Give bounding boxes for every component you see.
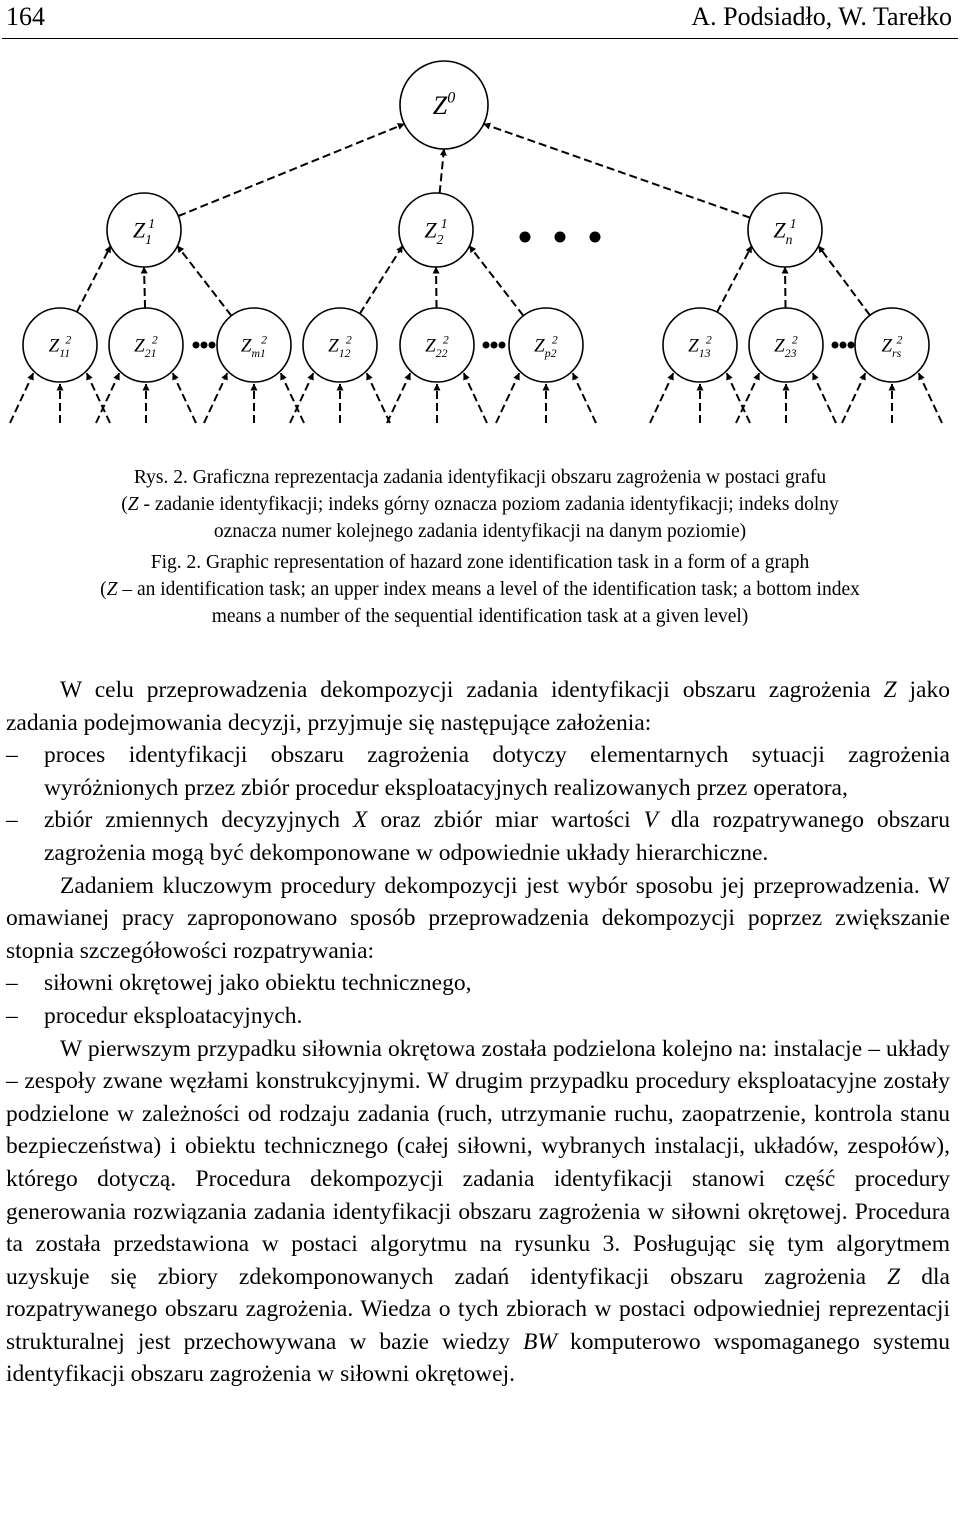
ellipsis-dot (209, 342, 216, 349)
dashed-arrow (464, 373, 487, 423)
node-label: $Z_{13}2$ (688, 333, 712, 360)
dashed-arrow (204, 373, 227, 423)
node-label: $Z_{23}2$ (774, 333, 798, 360)
ellipsis-dot (520, 232, 531, 243)
level1-node (748, 193, 822, 267)
list-item-text: siłowni okrętowej jako obiektu technicznego, (44, 970, 472, 997)
node-circle (509, 308, 583, 382)
dashed-arrow (387, 373, 410, 423)
node-circle (303, 308, 377, 382)
task-tree-diagram (0, 45, 960, 465)
ellipsis-dot (499, 342, 506, 349)
node-label: $Z_{21}2$ (134, 333, 158, 360)
root-node (400, 61, 488, 149)
node-label: $Z_{12}2$ (328, 333, 352, 360)
node-label: $Z_21$ (424, 216, 448, 247)
caption-en-line-3: means a number of the sequential identification task at a given level) (211, 606, 749, 627)
dashed-arrow (177, 246, 231, 316)
ellipsis-dot (555, 232, 566, 243)
dash-bullet: – (6, 970, 18, 997)
level2-node (509, 308, 583, 382)
dash-bullet: – (6, 807, 18, 834)
dashed-arrow (87, 373, 110, 423)
level1-node (107, 193, 181, 267)
level2-node (749, 308, 823, 382)
paragraph-decomposition: W pierwszym przypadku siłownia okrętowa została podzielona kolejno na: instalacje – układy – zespoły zwane węzłami konstrukcyjnymi. W drugim przypadku procedury eksploatacyjne zostały podzielone w zależności od rodzaju zadania (ruch, utrzymanie ruchu, zaopatrzenie, kontrola stanu bezpieczeństwa) i obiektu technicznego (całej siłowni, wybranych instalacji, układów, zespołów), którego dotyczą. Procedura dekompozycji zadania identyfikacji stanowi część procedury generowania rozwiązania zadania identyfikacji obszaru zagrożenia w siłowni okrętowej. Procedura ta została przedstawiona w postaci algorytmu na rysunku 3. Posługując się tym algorytmem uzyskuje się zbiory zdekomponowanych zadań identyfikacji obszaru zagrożenia Z dla rozpatrywanego obszaru zagrożenia. Wiedza o tych zbiorach w postaci odpowiedniej reprezentacji strukturalnej jest przechowywana w bazie wiedzy BW komputerowo wspomaganego systemu identyfikacji obszaru zagrożenia w siłowni okrętowej. (6, 1035, 950, 1388)
node-circle (109, 308, 183, 382)
body-text (6, 674, 950, 1391)
node-label: $Z_n1$ (773, 216, 797, 247)
level2-node (855, 308, 929, 382)
node-label: $Z_{p2}2$ (534, 333, 558, 360)
dashed-arrow (717, 246, 752, 312)
dashed-arrow (919, 373, 942, 423)
level2-node (217, 308, 291, 382)
ellipsis-dot (590, 232, 601, 243)
node-label: $Z_11$ (132, 216, 156, 247)
list-item (6, 739, 950, 804)
dashed-arrow (727, 373, 750, 423)
dashed-arrow (650, 373, 673, 423)
dashed-arrow (360, 246, 403, 314)
dashed-arrow (173, 373, 196, 423)
figure-caption-polish (0, 464, 960, 545)
page-number: 164 (6, 2, 45, 31)
node-circle (23, 308, 97, 382)
node-label: $Z^0$ (432, 89, 456, 121)
list-item (6, 1000, 950, 1033)
running-head: A. Podsiadło, W. Tarełko (691, 2, 952, 31)
level2-node (23, 308, 97, 382)
ellipsis-dot (193, 342, 200, 349)
dashed-arrow (367, 373, 390, 423)
dashed-arrow (573, 373, 596, 423)
node-label: $Z_{22}2$ (425, 333, 449, 360)
node-label: $Z_{11}2$ (48, 333, 72, 360)
caption-pl-line-3: oznacza numer kolejnego zadania identyfikacji na danym poziomie) (213, 521, 747, 542)
ellipsis-dot (491, 342, 498, 349)
ellipsis-dot (848, 342, 855, 349)
dashed-arrow (290, 373, 313, 423)
dashed-arrow (436, 267, 437, 308)
figure-caption-english (0, 549, 960, 630)
diagram-nodes (23, 61, 929, 382)
paragraph-assumptions: W celu przeprowadzenia dekompozycji zadania identyfikacji obszaru zagrożenia Z jako zadania podejmowania decyzji, przyjmuje się następujące założenia: (6, 677, 950, 736)
dashed-arrow (440, 149, 444, 193)
ellipsis-dot (832, 342, 839, 349)
dashed-arrow (785, 267, 786, 308)
dashed-arrow (469, 246, 523, 316)
level2-node (303, 308, 377, 382)
dashed-arrow (484, 124, 750, 218)
list-item (6, 967, 950, 1000)
ellipsis-dot (201, 342, 208, 349)
list-item (6, 804, 950, 869)
dashed-arrow (281, 373, 304, 423)
dashed-arrow (178, 124, 404, 216)
dashed-arrow (144, 267, 145, 308)
page-header (0, 0, 960, 44)
dashed-arrow (96, 373, 119, 423)
header-rule (2, 38, 958, 39)
paragraph-key-task: Zadaniem kluczowym procedury dekompozycji jest wybór sposobu jej przeprowadzenia. W omawianej pracy zaproponowano sposób przeprowadzenia dekompozycji poprzez zwiększanie stopnia szczegółowości rozpatrywania: (6, 872, 950, 964)
list-item-text: zbiór zmiennych decyzyjnych X oraz zbiór miar wartości V dla rozpatrywanego obszaru zagrożenia mogą być dekomponowane w odpowiednie układy hierarchiczne. (44, 807, 950, 866)
dashed-arrow (496, 373, 519, 423)
node-label: $Z_{m1}2$ (240, 333, 268, 360)
dashed-arrow (77, 246, 111, 312)
node-label: $Z_{rs}2$ (881, 333, 903, 360)
node-circle (400, 308, 474, 382)
level2-node (400, 308, 474, 382)
dashed-arrow (842, 373, 865, 423)
caption-pl-line-1: Rys. 2. Graficzna reprezentacja zadania identyfikacji obszaru zagrożenia w postaci grafu (133, 467, 827, 488)
ellipsis-dot (483, 342, 490, 349)
dashed-arrow (818, 246, 870, 315)
dash-bullet: – (6, 1002, 18, 1029)
node-circle (217, 308, 291, 382)
caption-pl-line-2: (Z - zadanie identyfikacji; indeks górny oznacza poziom zadania identyfikacji; indeks dolny (121, 494, 839, 515)
caption-en-line-2: (Z – an identification task; an upper index means a level of the identification task; a bottom index (100, 579, 860, 600)
level1-node (399, 193, 473, 267)
dashed-arrow (10, 373, 33, 423)
list-item-text: proces identyfikacji obszaru zagrożenia dotyczy elementarnych sytuacji zagrożenia wyróżnionych przez zbiór procedur eksploatacyjnych realizowanych przez operatora, (44, 742, 950, 801)
node-circle (663, 308, 737, 382)
level2-node (109, 308, 183, 382)
ellipsis-dot (840, 342, 847, 349)
level2-node (663, 308, 737, 382)
list-item-text: procedur eksploatacyjnych. (44, 1002, 303, 1029)
dashed-arrow (736, 373, 759, 423)
node-circle (749, 308, 823, 382)
dashed-arrow (813, 373, 836, 423)
dash-bullet: – (6, 742, 18, 769)
caption-en-line-1: Fig. 2. Graphic representation of hazard zone identification task in a form of a graph (150, 552, 810, 573)
